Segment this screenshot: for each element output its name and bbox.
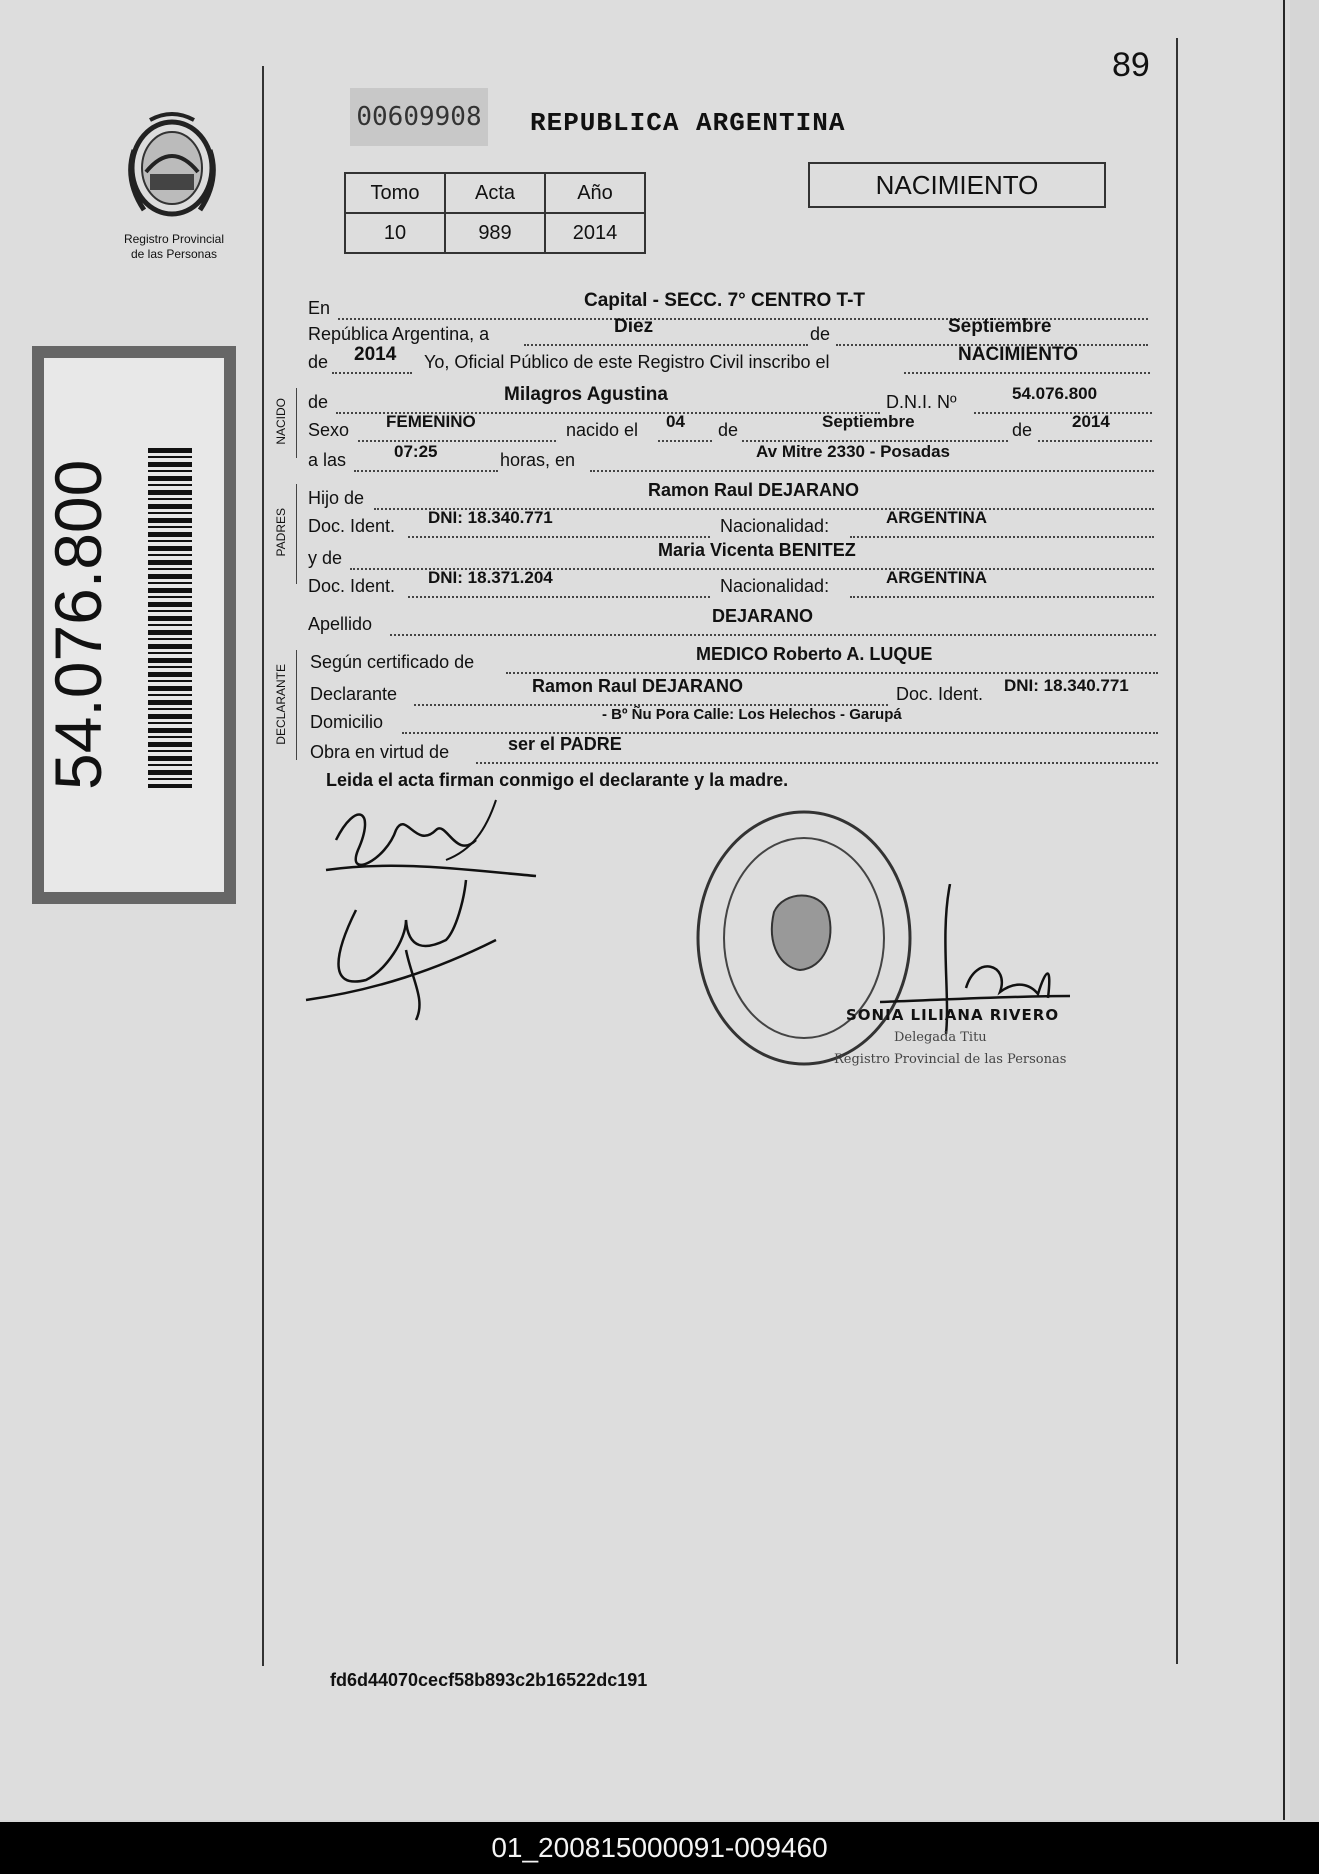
section-nacido: NACIDO (274, 398, 288, 445)
label-segun-certificado: Según certificado de (310, 652, 475, 672)
value-birth-time: 07:25 (394, 442, 438, 461)
section-declarante: DECLARANTE (274, 664, 288, 745)
section-divider (296, 388, 297, 458)
header-tomo: Tomo (345, 173, 445, 213)
registry-caption (106, 232, 242, 262)
value-mother-nationality: ARGENTINA (886, 568, 988, 587)
label-nacionalidad: Nacionalidad: (720, 576, 830, 596)
value-acta: 989 (445, 213, 545, 253)
officer-office: Registro Provincial de las Personas (834, 1052, 1067, 1067)
label-hijo-de: Hijo de (308, 488, 365, 508)
value-act-name: NACIMIENTO (958, 344, 1078, 365)
label-a-las: a las (308, 450, 347, 470)
registration-value-row (345, 213, 645, 253)
officer-name: SONIA LILIANA RIVERO (846, 1006, 1060, 1024)
act-type-box: NACIMIENTO (808, 162, 1106, 208)
provincial-coat-of-arms-icon (120, 110, 224, 230)
value-mother-name: Maria Vicenta BENITEZ (658, 540, 856, 560)
label-horas-en: horas, en (500, 450, 576, 470)
label-de: de (1012, 420, 1033, 440)
section-divider (296, 484, 297, 584)
barcode-number: 54.076.800 (41, 459, 115, 791)
label-obra-en-virtud: Obra en virtud de (310, 742, 450, 762)
value-birth-day: 04 (666, 412, 685, 431)
value-child-name: Milagros Agustina (504, 384, 668, 405)
value-year: 2014 (354, 344, 397, 365)
label-domicilio: Domicilio (310, 712, 384, 732)
value-place: Capital - SECC. 7° CENTRO T-T (584, 290, 866, 311)
label-de: de (308, 392, 329, 412)
value-surname: DEJARANO (712, 606, 814, 626)
left-margin-line (262, 66, 264, 1666)
label-yo: Yo, Oficial Público de este Registro Civil inscribo el (424, 352, 830, 372)
label-nacionalidad: Nacionalidad: (720, 516, 830, 536)
value-month: Septiembre (948, 316, 1052, 337)
label-y-de: y de (308, 548, 343, 568)
label-doc-ident: Doc. Ident. (896, 684, 984, 704)
label-doc-ident: Doc. Ident. (308, 576, 396, 596)
signature-left-icon (296, 790, 546, 1030)
label-nacido-el: nacido el (566, 420, 639, 440)
label-apellido: Apellido (308, 614, 373, 634)
value-tomo: 10 (345, 213, 445, 253)
closing-statement: Leida el acta firman conmigo el declarante y la madre. (326, 770, 789, 790)
page-number: 89 (1112, 46, 1150, 84)
page-edge (1283, 0, 1285, 1820)
value-mother-doc: DNI: 18.371.204 (428, 568, 553, 587)
officer-title: Delegada Titu (894, 1030, 987, 1045)
label-declarante: Declarante (310, 684, 398, 704)
label-de: de (718, 420, 739, 440)
value-father-doc: DNI: 18.340.771 (428, 508, 553, 527)
header-acta: Acta (445, 173, 545, 213)
label-en: En (308, 298, 331, 318)
registration-table (344, 172, 646, 254)
value-address: - Bº Ñu Pora Calle: Los Helechos - Garupá (602, 706, 902, 723)
serial-number: 00609908 (350, 88, 488, 146)
registry-caption-line2: de las Personas (130, 247, 218, 261)
label-doc-ident: Doc. Ident. (308, 516, 396, 536)
value-acting-as: ser el PADRE (508, 734, 622, 754)
dotted-line (524, 324, 808, 346)
value-birth-month: Septiembre (822, 412, 915, 431)
value-father-nationality: ARGENTINA (886, 508, 988, 527)
value-child-dni: 54.076.800 (1012, 384, 1098, 403)
label-sexo: Sexo (308, 420, 350, 440)
country-title: REPUBLICA ARGENTINA (530, 108, 846, 138)
registry-caption-line1: Registro Provincial (123, 232, 225, 246)
header-anio: Año (545, 173, 645, 213)
value-birth-place: Av Mitre 2330 - Posadas (756, 442, 951, 461)
value-birth-year: 2014 (1072, 412, 1110, 431)
footer-id-bar: 01_200815000091-009460 (0, 1822, 1319, 1874)
registration-header-row (345, 173, 645, 213)
section-divider (296, 650, 297, 760)
value-day: Diez (614, 316, 654, 337)
section-padres: PADRES (274, 508, 288, 557)
label-de: de (810, 324, 831, 344)
label-dni: D.N.I. Nº (886, 392, 957, 412)
right-margin-line (1176, 38, 1178, 1664)
barcode-icon (148, 448, 192, 788)
value-declarant-name: Ramon Raul DEJARANO (532, 676, 744, 696)
label-de: de (308, 352, 329, 372)
value-declarant-doc: DNI: 18.340.771 (1004, 676, 1129, 695)
value-certificate-from: MEDICO Roberto A. LUQUE (696, 644, 933, 664)
label-republica: República Argentina, a (308, 324, 490, 344)
value-sex: FEMENINO (386, 412, 476, 431)
value-father-name: Ramon Raul DEJARANO (648, 480, 860, 500)
document-hash: fd6d44070cecf58b893c2b16522dc191 (330, 1670, 648, 1690)
value-anio: 2014 (545, 213, 645, 253)
